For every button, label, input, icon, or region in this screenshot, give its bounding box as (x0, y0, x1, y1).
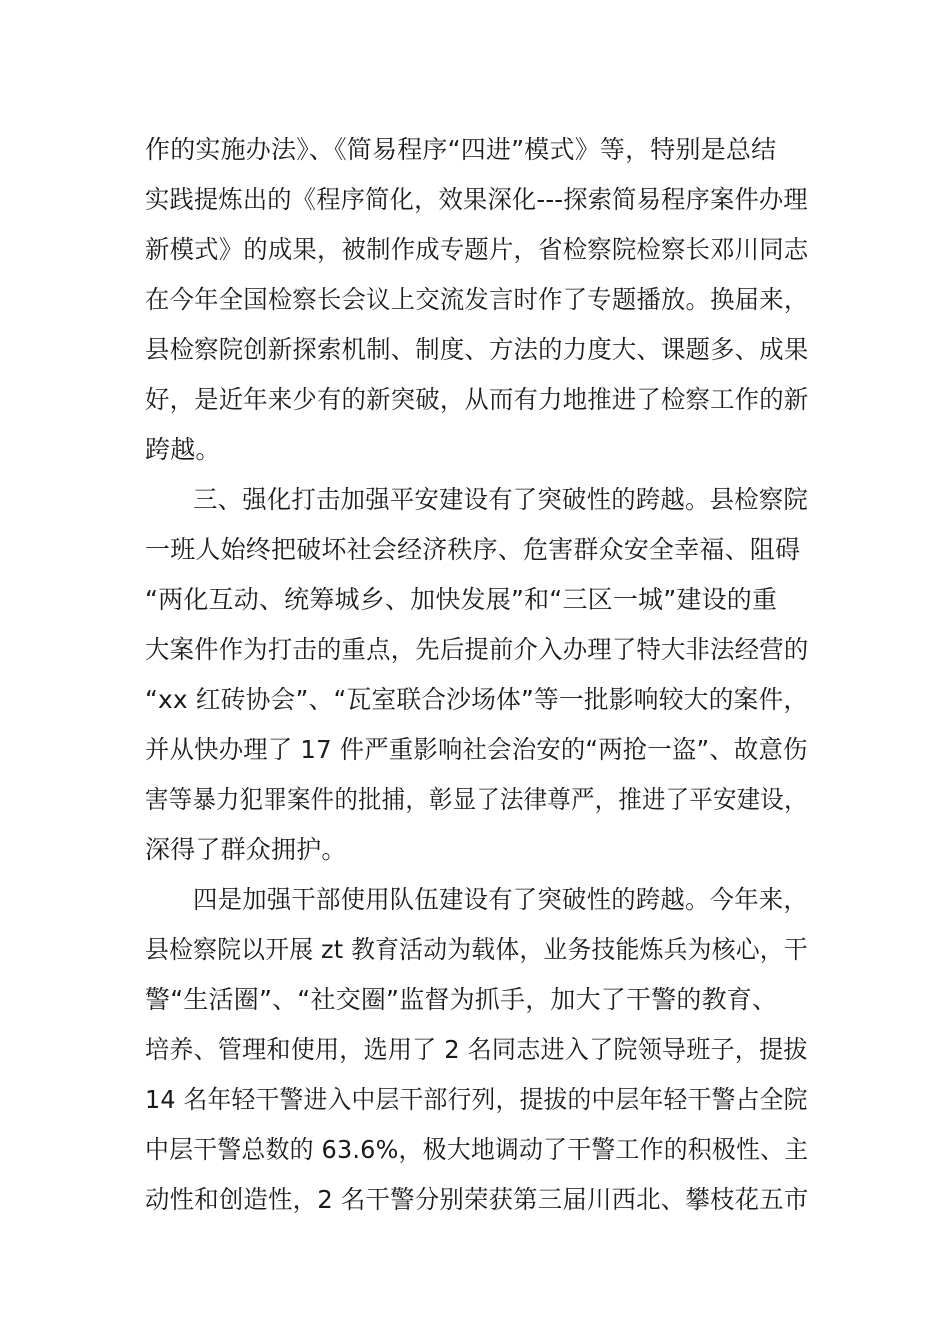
text-line: 中层干警总数的 63.6%，极大地调动了干警工作的积极性、主 (145, 1135, 809, 1164)
text-line: 跨越。 (145, 435, 221, 464)
text-line: 培养、管理和使用，选用了 2 名同志进入了院领导班子，提拔 (145, 1035, 808, 1064)
text-line: 作的实施办法》、《简易程序“四进”模式》等，特别是总结 (145, 135, 777, 164)
text-line: 县检察院以开展 zt 教育活动为载体，业务技能炼兵为核心，干 (145, 935, 808, 964)
text-line: “xx 红砖协会”、“瓦室联合沙场体”等一批影响较大的案件， (145, 685, 809, 714)
text-line: 大案件作为打击的重点，先后提前介入办理了特大非法经营的 (145, 635, 809, 664)
text-line: 深得了群众拥护。 (145, 835, 347, 864)
text-line: 县检察院创新探索机制、制度、方法的力度大、课题多、成果 (145, 335, 809, 364)
text-line: 14 名年轻干警进入中层干部行列，提拔的中层年轻干警占全院 (145, 1085, 808, 1114)
text-line: 新模式》的成果，被制作成专题片，省检察院检察长邓川同志 (145, 235, 809, 264)
text-line: 警“生活圈”、“社交圈”监督为抓手，加大了干警的教育、 (145, 985, 778, 1014)
paragraph-first-line: 三、强化打击加强平安建设有了突破性的跨越。县检察院 (193, 485, 809, 514)
text-line: 在今年全国检察长会议上交流发言时作了专题播放。换届来， (145, 285, 809, 314)
text-line: 害等暴力犯罪案件的批捕，彰显了法律尊严，推进了平安建设， (145, 785, 808, 814)
text-line: 一班人始终把破坏社会经济秩序、危害群众安全幸福、阻碍 (145, 535, 801, 564)
text-line: 并从快办理了 17 件严重影响社会治安的“两抢一盗”、故意伤 (145, 735, 808, 764)
text-line: “两化互动、统筹城乡、加快发展”和“三区一城”建设的重 (145, 585, 778, 614)
text-line: 实践提炼出的《程序简化，效果深化---探索简易程序案件办理 (145, 185, 808, 214)
text-line: 好，是近年来少有的新突破，从而有力地推进了检察工作的新 (145, 385, 809, 414)
paragraph-first-line: 四是加强干部使用队伍建设有了突破性的跨越。今年来， (193, 885, 809, 914)
text-line: 动性和创造性，2 名干警分别荣获第三届川西北、攀枝花五市 (145, 1185, 809, 1214)
